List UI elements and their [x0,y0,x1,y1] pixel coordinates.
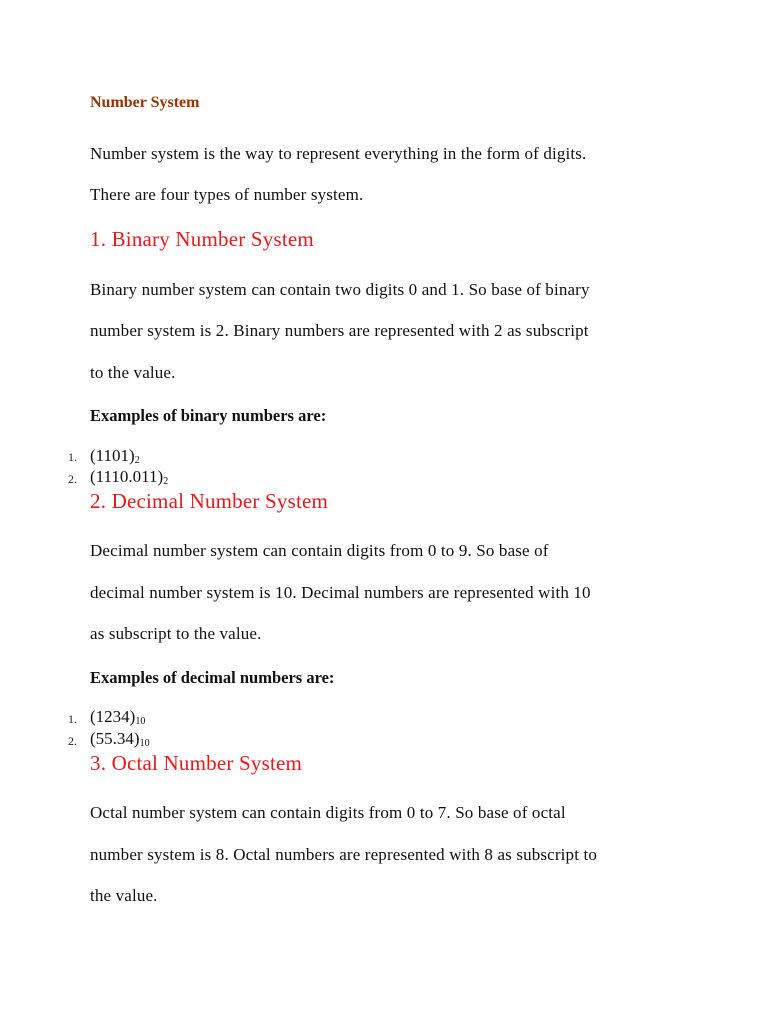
list-item-decimal-example-1 [90,707,145,727]
binary-body-line-3: to the value. [90,363,176,382]
list-marker: 1. [68,450,77,464]
list-marker: 1. [68,712,77,726]
binary-examples-label: Examples of binary numbers are: [90,406,327,425]
binary-body-line-1: Binary number system can contain two digits 0 and 1. So base of binary [90,280,590,299]
example-subscript: 10 [135,716,146,727]
intro-line-1: Number system is the way to represent everything in the form of digits. [90,144,587,163]
section-heading-binary: 1. Binary Number System [90,227,314,251]
example-subscript: 10 [139,738,150,749]
example-value: (55.34) [90,729,140,748]
decimal-body-line-3: as subscript to the value. [90,624,262,643]
decimal-body-line-1: Decimal number system can contain digits from 0 to 9. So base of [90,541,549,560]
document-title: Number System [90,94,200,111]
list-item-binary-example-1 [90,446,140,466]
section-heading-decimal: 2. Decimal Number System [90,489,329,513]
example-subscript: 2 [163,476,169,487]
octal-body-line-1: Octal number system can contain digits from 0 to 7. So base of octal [90,803,566,822]
octal-body-line-2: number system is 8. Octal numbers are represented with 8 as subscript to [90,845,597,864]
list-item-binary-example-2 [90,467,168,487]
binary-body-line-2: number system is 2. Binary numbers are represented with 2 as subscript [90,321,589,340]
example-value: (1110.011) [90,467,164,486]
decimal-examples-label: Examples of decimal numbers are: [90,668,335,687]
octal-body-line-3: the value. [90,886,158,905]
decimal-body-line-2: decimal number system is 10. Decimal numbers are represented with 10 [90,583,591,602]
example-value: (1234) [90,707,136,726]
list-item-decimal-example-2 [90,729,150,749]
example-value: (1101) [90,446,135,465]
example-subscript: 2 [134,455,140,466]
list-marker: 2. [68,734,77,748]
intro-line-2: There are four types of number system. [90,185,364,204]
list-marker: 2. [68,472,77,486]
section-heading-octal: 3. Octal Number System [90,751,303,775]
